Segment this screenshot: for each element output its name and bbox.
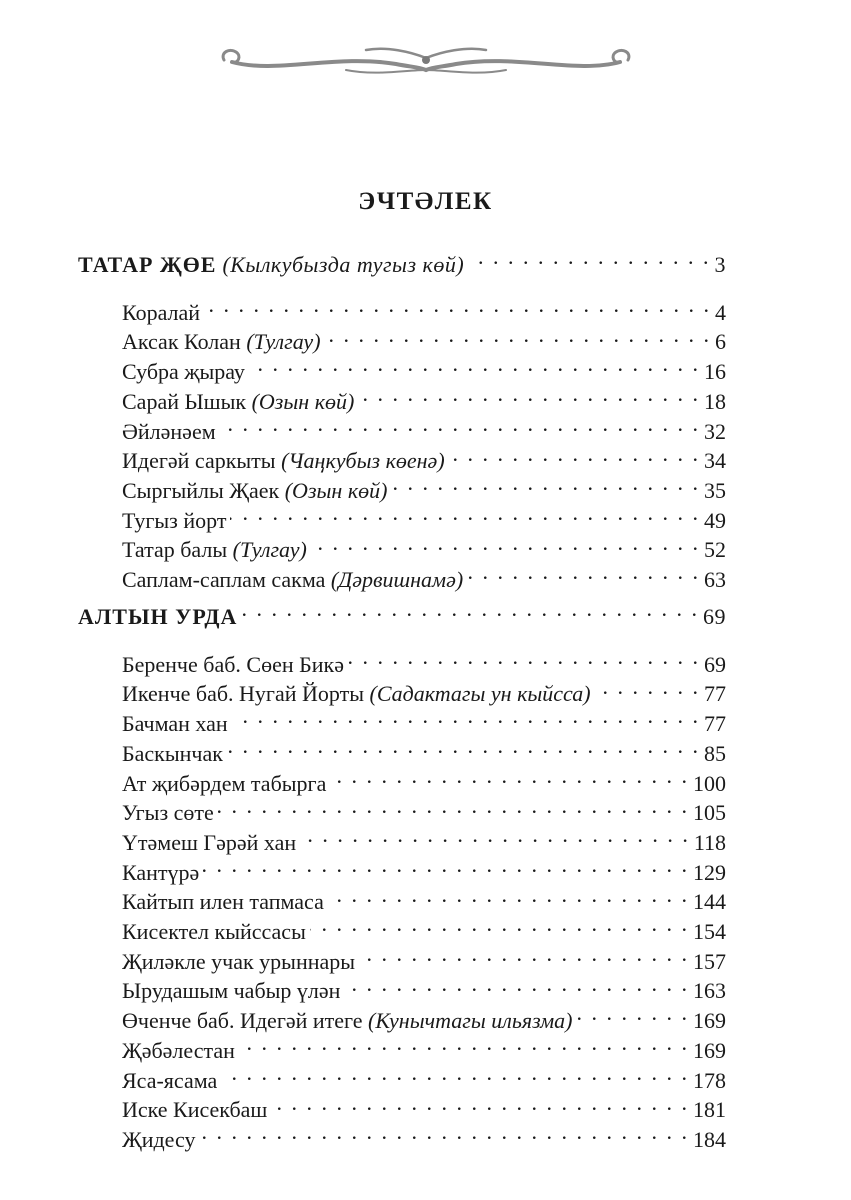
- toc-entry[interactable]: [78, 739, 726, 769]
- toc-entry-title: Үтәмеш Гәрәй хан: [122, 829, 297, 855]
- page-number: 129: [693, 859, 726, 885]
- toc-entry[interactable]: [78, 535, 726, 565]
- toc-entry-title: Өченче баб. Идегәй итеге: [122, 1008, 363, 1034]
- page-number: 69: [704, 651, 726, 677]
- page-number: 34: [704, 448, 726, 474]
- toc-entry[interactable]: [78, 798, 726, 828]
- page-number: 4: [715, 299, 726, 325]
- page-number: 6: [715, 329, 726, 355]
- toc-entry-title: Бачман хан: [122, 711, 228, 737]
- toc-entry-title: Тугыз йорт: [122, 507, 227, 533]
- toc-entry[interactable]: [78, 887, 726, 917]
- page-number: 169: [693, 1037, 726, 1063]
- toc-section: [78, 602, 726, 1155]
- toc-entry-note: (Озын көй): [251, 388, 355, 414]
- toc-entry[interactable]: [78, 709, 726, 739]
- toc-entry-title: Кантүрә: [122, 859, 200, 885]
- toc-entry-title: Угыз сөте: [122, 800, 214, 826]
- page-number: 69: [703, 604, 726, 629]
- toc-entry[interactable]: [78, 1006, 726, 1036]
- page-number: 105: [693, 800, 726, 826]
- leader-dots: [344, 976, 689, 998]
- page-number: 178: [693, 1067, 726, 1093]
- leader-dots: [449, 446, 700, 468]
- page-number: 52: [704, 537, 726, 563]
- toc-entry[interactable]: [78, 828, 726, 858]
- leader-dots: [300, 828, 690, 850]
- leader-dots: [199, 1125, 689, 1147]
- toc-entry-title: Сыргыйлы Җаек: [122, 477, 280, 503]
- toc-entry[interactable]: [78, 417, 726, 447]
- toc-entry[interactable]: [78, 1125, 726, 1155]
- page-number: 85: [704, 740, 726, 766]
- toc-entry-note: (Дәрвишнамә): [330, 567, 464, 593]
- toc-entry[interactable]: [78, 506, 726, 536]
- toc-entry[interactable]: [78, 917, 726, 947]
- toc-entry-title: Идегәй саркыты: [122, 448, 276, 474]
- page-number: 18: [704, 388, 726, 414]
- toc-entry[interactable]: [78, 769, 726, 799]
- leader-dots: [348, 650, 700, 672]
- toc-entry-title: Субра җырау: [122, 359, 245, 385]
- toc-section-header[interactable]: [78, 250, 726, 280]
- toc-section-title: АЛТЫН УРДА: [78, 604, 238, 629]
- leader-dots: [330, 769, 689, 791]
- page-number: 118: [693, 829, 726, 855]
- toc-entry-title: Беренче баб. Сөен Бикә: [122, 651, 344, 677]
- toc-entry-title: Яса-ясама: [122, 1067, 218, 1093]
- toc-entry[interactable]: [78, 650, 726, 680]
- toc-entry-title: Коралай: [122, 299, 201, 325]
- leader-dots: [249, 357, 700, 379]
- leader-dots: [468, 250, 710, 272]
- toc-entry-title: Аксак Колан: [122, 329, 241, 355]
- toc-entry-note: (Озын көй): [284, 477, 388, 503]
- leader-dots: [221, 1066, 689, 1088]
- page-number: 49: [704, 507, 726, 533]
- toc-entry[interactable]: [78, 858, 726, 888]
- toc-entry-note: (Тулгау): [232, 537, 307, 563]
- leader-dots: [204, 298, 711, 320]
- toc-entry[interactable]: [78, 387, 726, 417]
- toc-section-title: ТАТАР ҖӨЕ: [78, 252, 217, 277]
- toc-entry[interactable]: [78, 565, 726, 595]
- toc-entry-note: (Чаңкубыз көенә): [281, 448, 445, 474]
- leader-dots: [239, 1036, 689, 1058]
- toc-entry-title: Саплам-саплам сакма: [122, 567, 326, 593]
- toc-entry-title: Иске Кисекбаш: [122, 1097, 268, 1123]
- toc-entry[interactable]: [78, 476, 726, 506]
- toc-entry[interactable]: [78, 679, 726, 709]
- toc-entry[interactable]: [78, 1066, 726, 1096]
- leader-dots: [391, 476, 700, 498]
- toc-entry-title: Ырудашым чабыр үлән: [122, 978, 341, 1004]
- leader-dots: [359, 947, 689, 969]
- leader-dots: [576, 1006, 689, 1028]
- toc-entry-note: (Садактагы ун кыйсса): [369, 681, 591, 707]
- page-title: ЭЧТӘЛЕК: [358, 188, 493, 215]
- page-number: 169: [693, 1008, 726, 1034]
- decorative-flourish-icon: [216, 40, 636, 80]
- toc-entry-title: Кисектел кыйссасы: [122, 919, 306, 945]
- leader-dots: [227, 739, 700, 761]
- page-number: 77: [704, 681, 726, 707]
- page-number: 35: [704, 477, 726, 503]
- page-number: 157: [693, 948, 726, 974]
- toc-entry-title: Җиләкле учак урыннары: [122, 948, 356, 974]
- page-number: 144: [693, 889, 726, 915]
- toc-entry-title: Әйләнәем: [122, 418, 216, 444]
- toc-entry-title: Җәбәлестан: [122, 1037, 235, 1063]
- toc-entry[interactable]: [78, 1036, 726, 1066]
- leader-dots: [220, 417, 700, 439]
- page-number: 163: [693, 978, 726, 1004]
- page-number: 184: [693, 1126, 726, 1152]
- page-number: 63: [704, 567, 726, 593]
- leader-dots: [325, 327, 711, 349]
- leader-dots: [230, 506, 700, 528]
- toc-entry[interactable]: [78, 1095, 726, 1125]
- toc-entry[interactable]: [78, 976, 726, 1006]
- page-number: 154: [693, 919, 726, 945]
- toc-entry-title: Кайтып илен тапмаса: [122, 889, 324, 915]
- toc-entry-title: Ат җибәрдем табырга: [122, 770, 327, 796]
- leader-dots: [232, 709, 700, 731]
- toc-entry-title: Сарай Ышык: [122, 388, 247, 414]
- leader-dots: [358, 387, 700, 409]
- toc-entry[interactable]: [78, 298, 726, 328]
- toc-entry-note: (Кунычтагы ильязма): [368, 1008, 573, 1034]
- leader-dots: [467, 565, 700, 587]
- page-number: 100: [693, 770, 726, 796]
- toc-section-subtitle: (Кылкубызда тугыз көй): [222, 252, 465, 277]
- toc-entry[interactable]: [78, 947, 726, 977]
- toc-entry-title: Икенче баб. Нугай Йорты: [122, 681, 364, 707]
- leader-dots: [241, 602, 699, 624]
- toc-entry[interactable]: [78, 327, 726, 357]
- page-number: 3: [714, 252, 726, 277]
- page-number: 32: [704, 418, 726, 444]
- toc-section-header[interactable]: [78, 602, 726, 632]
- page-number: 77: [704, 711, 726, 737]
- toc-entry-title: Баскынчак: [122, 740, 223, 766]
- toc-entry[interactable]: [78, 357, 726, 387]
- leader-dots: [595, 679, 700, 701]
- leader-dots: [218, 798, 689, 820]
- leader-dots: [328, 887, 689, 909]
- page-number: 16: [704, 359, 726, 385]
- toc-entry-title: Җидесу: [122, 1126, 196, 1152]
- toc-entry-title: Татар балы: [122, 537, 228, 563]
- leader-dots: [271, 1095, 689, 1117]
- leader-dots: [203, 858, 689, 880]
- page-number: 181: [693, 1097, 726, 1123]
- toc-entry[interactable]: [78, 446, 726, 476]
- leader-dots: [310, 917, 689, 939]
- toc-entry-note: (Тулгау): [246, 329, 321, 355]
- toc-section: [78, 250, 726, 595]
- leader-dots: [311, 535, 700, 557]
